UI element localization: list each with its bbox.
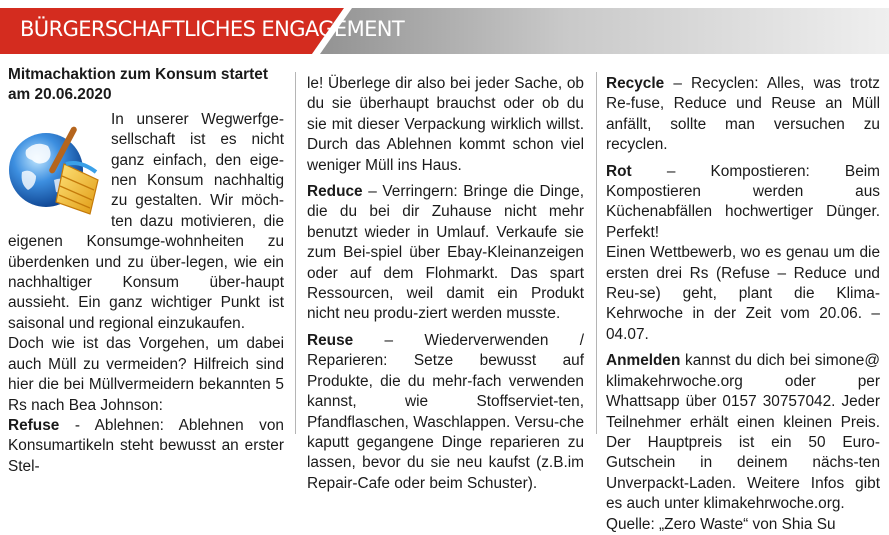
banner-title: BÜRGERSCHAFTLICHES ENGAGEMENT: [20, 17, 405, 41]
article-column-2: [307, 74, 584, 494]
globe-with-broom-icon: [2, 110, 107, 228]
reuse-label: Reuse: [307, 331, 354, 349]
recycle-paragraph: [606, 74, 880, 156]
recycle-label: Recycle: [606, 75, 665, 92]
reuse-text: – Wiederverwenden / Reparieren: Setze bewusst auf Produkte, die du mehr-fach verwenden kannst, wie Stoffserviet-ten, Pfandflaschen, Waschlappen. Versu-che kaputt gegangene Dinge reparieren zu lassen, bevor du sie neu kaufst (z.B.im Repair-Cafe oder beim Schuster).: [307, 331, 584, 492]
reduce-text: – Verringern: Bringe die Dinge, die du bei dir Zuhause nicht mehr benutzt wieder in Umlauf. Verkaufe sie zum Bei-spiel über Ebay-Kleinanzeigen oder auf dem Flohmarkt. Das spart Ressourcen, weil damit ein Produkt nicht neu produ-ziert werden musste.: [307, 183, 584, 323]
refuse-text-part1: - Ablehnen: Ablehnen von Konsumartikeln steht bewusst an erster Stel-: [8, 416, 284, 475]
article-question: Doch wie ist das Vorgehen, um dabei auch Müll zu vermeiden? Hilfreich sind hier die bei Müllvermeidern bekannten 5 Rs nach Bea Johnson:: [8, 335, 284, 414]
article-headline: Mitmachaktion zum Konsum startet am 20.06.2020: [8, 66, 268, 104]
rot-paragraph: [606, 162, 880, 244]
column-divider: [596, 72, 597, 434]
recycle-text: – Recyclen: Alles, was trotz Re-fuse, Reduce und Reuse an Müll anfällt, sollte man versuchen zu recyclen.: [606, 75, 880, 154]
article-column-1: [8, 65, 284, 477]
signup-label: Anmelden: [606, 352, 681, 370]
contest-paragraph: Einen Wettbewerb, wo es genau um die ersten drei Rs (Refuse – Reduce und Reu-se) geht, plant die Klima-Kehrwoche in der Zeit vom 20.06. – 04.07.: [606, 244, 880, 343]
reduce-label: Reduce: [307, 183, 363, 201]
signup-text: kannst du dich bei simone@ klimakehrwoche.org oder per Whattsapp über 0157 30757042. Jeder Teilnehmer erhält einen kleinen Preis. Der Hauptpreis ist ein 50 Euro-Gutschein in deinem nächs-ten Unverpackt-Laden. Weitere Infos gibt es auch unter klimakehrwoche.org.: [606, 352, 880, 513]
refuse-label: Refuse: [8, 416, 60, 434]
column-divider: [295, 72, 296, 434]
reuse-paragraph: [307, 331, 584, 494]
rot-label: Rot: [606, 162, 632, 180]
refuse-paragraph: [8, 416, 284, 477]
refuse-continued: le! Überlege dir also bei jeder Sache, ob du sie überhaupt brauchst oder ob du sie mit dieser Verpackung wirklich willst. Durch das Ablehnen kommt schon viel weniger Müll ins Haus.: [307, 75, 584, 174]
article-intro: In unserer Wegwerfge-sellschaft ist es nicht ganz einfach, den eige-nen Konsum nachhaltig zu gestalten. Wir möch-ten dazu motivieren, die eigenen Konsumge-wohnheiten zu überdenken und zu über-legen, wie ein nachhaltiger Konsum über-haupt aussieht. Ein ganz wichtiger Punkt ist saisonal und regional einzukaufen.: [8, 110, 284, 332]
source-credit: Quelle: „Zero Waste“ von Shia Su: [606, 515, 836, 533]
reduce-paragraph: [307, 182, 584, 325]
rot-text: – Kompostieren: Beim Kompostieren werden aus Küchenabfällen hochwertiger Dünger. Perfekt!: [606, 162, 880, 241]
article-column-3: [606, 74, 880, 535]
signup-paragraph: [606, 351, 880, 514]
section-banner: [0, 0, 889, 62]
